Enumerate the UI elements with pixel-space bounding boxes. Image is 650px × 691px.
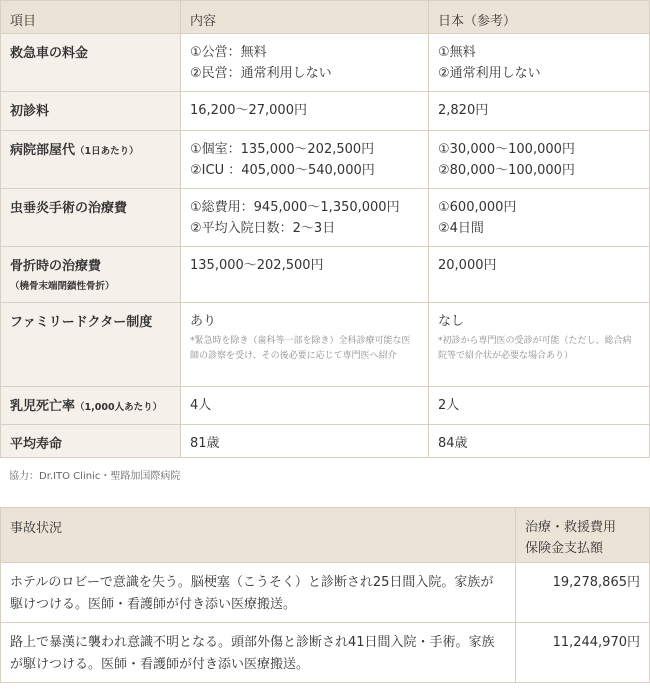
japan-cell bbox=[429, 247, 650, 303]
content-line: 16,200～27,000円 bbox=[190, 103, 307, 118]
table-row bbox=[1, 34, 650, 92]
header-amount bbox=[516, 508, 650, 563]
header-amount-line2: 保険金支払額 bbox=[525, 541, 604, 556]
row-label-cell bbox=[1, 303, 181, 387]
japan-line: なし bbox=[438, 314, 465, 329]
content-cell bbox=[181, 425, 429, 458]
row-label-cell bbox=[1, 131, 181, 189]
japan-note: *初診から専門医の受診が可能（ただし、総合病院等で紹介状が必要な場合あり） bbox=[438, 336, 632, 361]
table-row bbox=[1, 563, 650, 623]
table-row bbox=[1, 92, 650, 131]
row-label: 救急車の料金 bbox=[10, 46, 89, 61]
row-label-note: （1日あたり） bbox=[75, 146, 139, 157]
content-line: 135,000～202,500円 bbox=[190, 258, 324, 273]
credit-text: 協力：Dr.ITO Clinic・聖路加国際病院 bbox=[9, 471, 181, 482]
content-line: 81歳 bbox=[190, 436, 220, 451]
content-cell bbox=[181, 189, 429, 247]
row-label-sub: （橈骨末端閉鎖性骨折） bbox=[10, 281, 115, 292]
content-line: 4人 bbox=[190, 398, 212, 413]
japan-cell bbox=[429, 387, 650, 425]
row-label: 病院部屋代 bbox=[10, 143, 76, 158]
row-label-cell bbox=[1, 247, 181, 303]
row-label-cell bbox=[1, 425, 181, 458]
amount-cell: 19,278,865円 bbox=[516, 563, 650, 623]
situation-cell: 路上で暴漢に襲われ意識不明となる。頭部外傷と診断され41日間入院・手術。家族が駆けつける。医師・看護師が付き添い医療搬送。 bbox=[1, 623, 516, 683]
table-row bbox=[1, 303, 650, 387]
header-row bbox=[1, 1, 650, 34]
japan-line: ①30,000～100,000円 bbox=[438, 142, 575, 157]
content-cell bbox=[181, 247, 429, 303]
content-line: ②ICU ：405,000～540,000円 bbox=[190, 163, 375, 178]
header-amount-line1: 治療・救援費用 bbox=[525, 520, 617, 535]
japan-line: 84歳 bbox=[438, 436, 468, 451]
table-row bbox=[1, 425, 650, 458]
japan-cell bbox=[429, 92, 650, 131]
row-label-cell bbox=[1, 92, 181, 131]
row-label: 骨折時の治療費 bbox=[10, 259, 102, 274]
header-situation: 事故状況 bbox=[1, 508, 516, 563]
table-row bbox=[1, 247, 650, 303]
content-line: ①個室：135,000～202,500円 bbox=[190, 142, 375, 157]
content-cell bbox=[181, 387, 429, 425]
header-item: 項目 bbox=[1, 1, 181, 34]
japan-line: ①600,000円 bbox=[438, 200, 517, 215]
japan-line: ①無料 bbox=[438, 45, 476, 60]
japan-cell bbox=[429, 131, 650, 189]
japan-cell bbox=[429, 189, 650, 247]
content-cell bbox=[181, 131, 429, 189]
row-label: 乳児死亡率 bbox=[10, 399, 76, 414]
content-line: ①公営：無料 bbox=[190, 45, 267, 60]
content-line: ②平均入院日数：2～3日 bbox=[190, 221, 336, 236]
table-row bbox=[1, 387, 650, 425]
table-row bbox=[1, 189, 650, 247]
header-row bbox=[1, 508, 650, 563]
header-japan: 日本（参考） bbox=[429, 1, 650, 34]
row-label: ファミリードクター制度 bbox=[10, 315, 153, 330]
row-label-cell bbox=[1, 189, 181, 247]
table-row bbox=[1, 623, 650, 683]
japan-line: 2人 bbox=[438, 398, 460, 413]
content-cell bbox=[181, 34, 429, 92]
accident-cost-table bbox=[0, 507, 650, 683]
row-label-cell bbox=[1, 387, 181, 425]
content-line: あり bbox=[190, 314, 217, 329]
japan-cell bbox=[429, 425, 650, 458]
row-label-note: （1,000人あたり） bbox=[75, 402, 163, 413]
situation-cell: ホテルのロビーで意識を失う。脳梗塞（こうそく）と診断され25日間入院。家族が駆けつける。医師・看護師が付き添い医療搬送。 bbox=[1, 563, 516, 623]
row-label-cell bbox=[1, 34, 181, 92]
content-line: ②民営：通常利用しない bbox=[190, 66, 332, 81]
header-content: 内容 bbox=[181, 1, 429, 34]
row-label: 平均寿命 bbox=[10, 437, 63, 452]
content-note: *緊急時を除き（歯科等一部を除き）全科診療可能な医師の診察を受け、その後必要に応じて専門医へ紹介 bbox=[190, 336, 411, 361]
japan-line: ②4日間 bbox=[438, 221, 484, 236]
japan-line: ②80,000～100,000円 bbox=[438, 163, 575, 178]
content-cell bbox=[181, 303, 429, 387]
content-cell bbox=[181, 92, 429, 131]
japan-cell bbox=[429, 34, 650, 92]
japan-line: ②通常利用しない bbox=[438, 66, 541, 81]
table-row bbox=[1, 131, 650, 189]
japan-cell bbox=[429, 303, 650, 387]
japan-line: 2,820円 bbox=[438, 103, 489, 118]
row-label: 初診料 bbox=[10, 104, 50, 119]
japan-line: 20,000円 bbox=[438, 258, 497, 273]
row-label: 虫垂炎手術の治療費 bbox=[10, 201, 128, 216]
content-line: ①総費用：945,000～1,350,000円 bbox=[190, 200, 400, 215]
amount-cell: 11,244,970円 bbox=[516, 623, 650, 683]
